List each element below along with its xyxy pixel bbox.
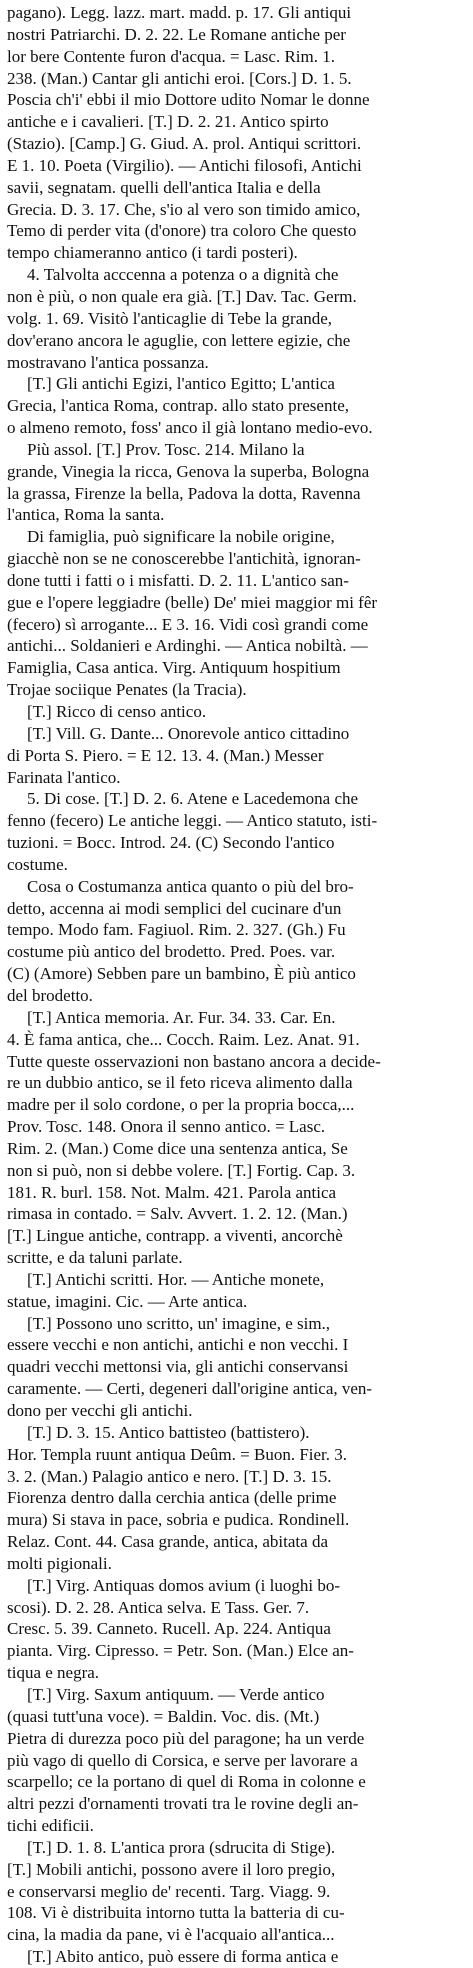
entry-paragraph: Di famiglia, può significare la nobile origine, giacchè non se ne conoscerebbe l'antichità, ignoran- done tutti i fatti o i misfatti. D. 2. 11. L'antico san- gue e l'opere leggiadre (belle) De' miei maggior mi fêr (fecero) sì arrogante... E 3. 16. Vidi così grandi come antichi... Soldanieri e Ardinghi. — Antica nobiltà. — Famiglia, Casa antica. Virg. Antiquum hospitium Trojae sociique Penates (la Tracia). [7,527,378,700]
entry-paragraph: [T.] D. 3. 15. Antico battisteo (battistero). Hor. Templa ruunt antiqua Deûm. = Buon. Fier. 3. 3. 2. (Man.) Palagio antico e nero. [T.] D. 3. 15. Fiorenza dentro dalla cerchia antica (delle prime mura) Si stava in pace, sobria e pudica. Rondinell. Relaz. Cont. 44. Casa grande, antica, abitata da molti pigionali. [7,1422,350,1573]
entry-paragraph: [T.] Possono uno scritto, un' imagine, e sim., essere vecchi e non antichi, antichi e non vecchi. I quadri vecchi mettonsi via, gli antichi conservansi caramente. — Certi, degeneri dall'origine antica, ven- dono per vecchi gli antichi. [7,1313,373,1420]
sense-4: 4. Talvolta acccenna a potenza o a dignità che non è più, o non quale era già. [T.] Dav. Tac. Germ. volg. 1. 69. Visitò l'anticaglie di Tebe la grande, dov'erano ancora le aguglie, con lettere egizie, che mostravano l'antica possanza. [7,265,357,372]
sense-5: 5. Di cose. [T.] D. 2. 6. Atene e Lacedemona che fenno (fecero) Le antiche leggi. — Antico statuto, isti- tuzioni. = Bocc. Introd. 24. (C) Secondo l'antico costume. [7,789,378,874]
entry-paragraph: [T.] Abito antico, può essere di forma antica e [27,1947,339,1967]
entry-paragraph: [T.] Antichi scritti. Hor. — Antiche monete, statue, imagini. Cic. — Arte antica. [7,1269,325,1311]
entry-paragraph: [T.] Virg. Antiquas domos avium (i luoghi bo- scosi). D. 2. 28. Antica selva. E Tass. Ger. 7. Cresc. 5. 39. Canneto. Rucell. Ap. 224. Antiqua pianta. Virg. Cipresso. = Petr. Son. (Man.) Elce an- tiqua e negra. [7,1575,354,1683]
entry-paragraph: [T.] Ricco di censo antico. [27,702,207,721]
entry-paragraph: [T.] Antica memoria. Ar. Fur. 34. 33. Car. En. 4. È fama antica, che... Cocch. Raim. Lez. Anat. 91. Tutte queste osservazioni non bastano ancora a decide- re un dubbio antico, se il feto riceva alimento dalla madre per il solo cordone, o per la propria bocca,... Prov. Tosc. 148. Onora il senno antico. = Lasc. Rim. 2. (Man.) Come dice una sentenza antica, Se non si può, non si debbe volere. [T.] Fortig. Cap. 3. 181. R. burl. 158. Not. Malm. 421. Parola antica rimasa in contado. = Salv. Avvert. 1. 2. 12. (Man.) [T.] Lingue antiche, contrapp. a viventi, ancorchè scritte, e da taluni parlate. [7,1007,381,1268]
entry-paragraph: Cosa o Costumanza antica quanto o più del bro- detto, accenna ai modi semplici del cucinare d'un tempo. Modo fam. Fagiuol. Rim. 2. 327. (Gh.) Fu costume più antico del brodetto. Pred. Poes. var. (C) (Amore) Sebben pare un bambino, È più antico del brodetto. [7,876,356,1005]
entry-paragraph: [T.] Vill. G. Dante... Onorevole antico cittadino di Porta S. Piero. = E 12. 13. 4. (Man.) Messer Farinata l'antico. [7,723,350,787]
entry-paragraph: [T.] Virg. Saxum antiquum. — Verde antico (quasi tutt'una voce). = Baldin. Voc. dis. (Mt.) Pietra di durezza poco più del paragone; ha un verde più vago di quello di Corsica, e serve per lavorare a scarpello; ce la portano di quel di Roma in colonne e altri pezzi d'ornamenti trovati tra le rovine degli an- tichi edificii. [7,1684,366,1836]
entry-paragraph: Più assol. [T.] Prov. Tosc. 214. Milano la grande, Vinegia la ricca, Genova la superba, Bologna la grassa, Firenze la bella, Padova la dotta, Ravenna l'antica, Roma la santa. [7,439,370,525]
entry-paragraph: [T.] Gli antichi Egizi, l'antico Egitto; L'antica Grecia, l'antica Roma, contrap. allo stato presente, o almeno remoto, foss' anco il già lontano medio-evo. [7,374,373,438]
entry-paragraph: [T.] D. 1. 8. L'antica prora (sdrucita di Stige). [T.] Mobili antichi, possono avere il loro pregio, e conservarsi meglio de' recenti. Targ. Viagg. 9. 108. Vi è distribuita intorno tutta la batteria di cu- cina, la madia da pane, vi è l'acquaio all'antica... [7,1837,345,1945]
entry-continuation: pagano). Legg. lazz. mart. madd. p. 17. Gli antiqui nostri Patriarchi. D. 2. 22. Le Romane antiche per lor bere Contente furon d'acqua. = Lasc. Rim. 1. 238. (Man.) Cantar gli antichi eroi. [Cors.] D. 1. 5. Poscia ch'i' ebbi il mio Dottore udito Nomar le donne antiche e i cavalieri. [T.] D. 2. 21. Antico spirto (Stazio). [Camp.] G. Giud. A. prol. Antiqui scrittori. E 1. 10. Poeta (Virgilio). — Antichi filosofi, Antichi savii, segnatam. quelli dell'antica Italia e della Grecia. D. 3. 17. Che, s'io al vero son timido amico, Temo di perder vita (d'onore) tra coloro Che questo tempo chiameranno antico (i tardi posteri). [7,3,370,263]
